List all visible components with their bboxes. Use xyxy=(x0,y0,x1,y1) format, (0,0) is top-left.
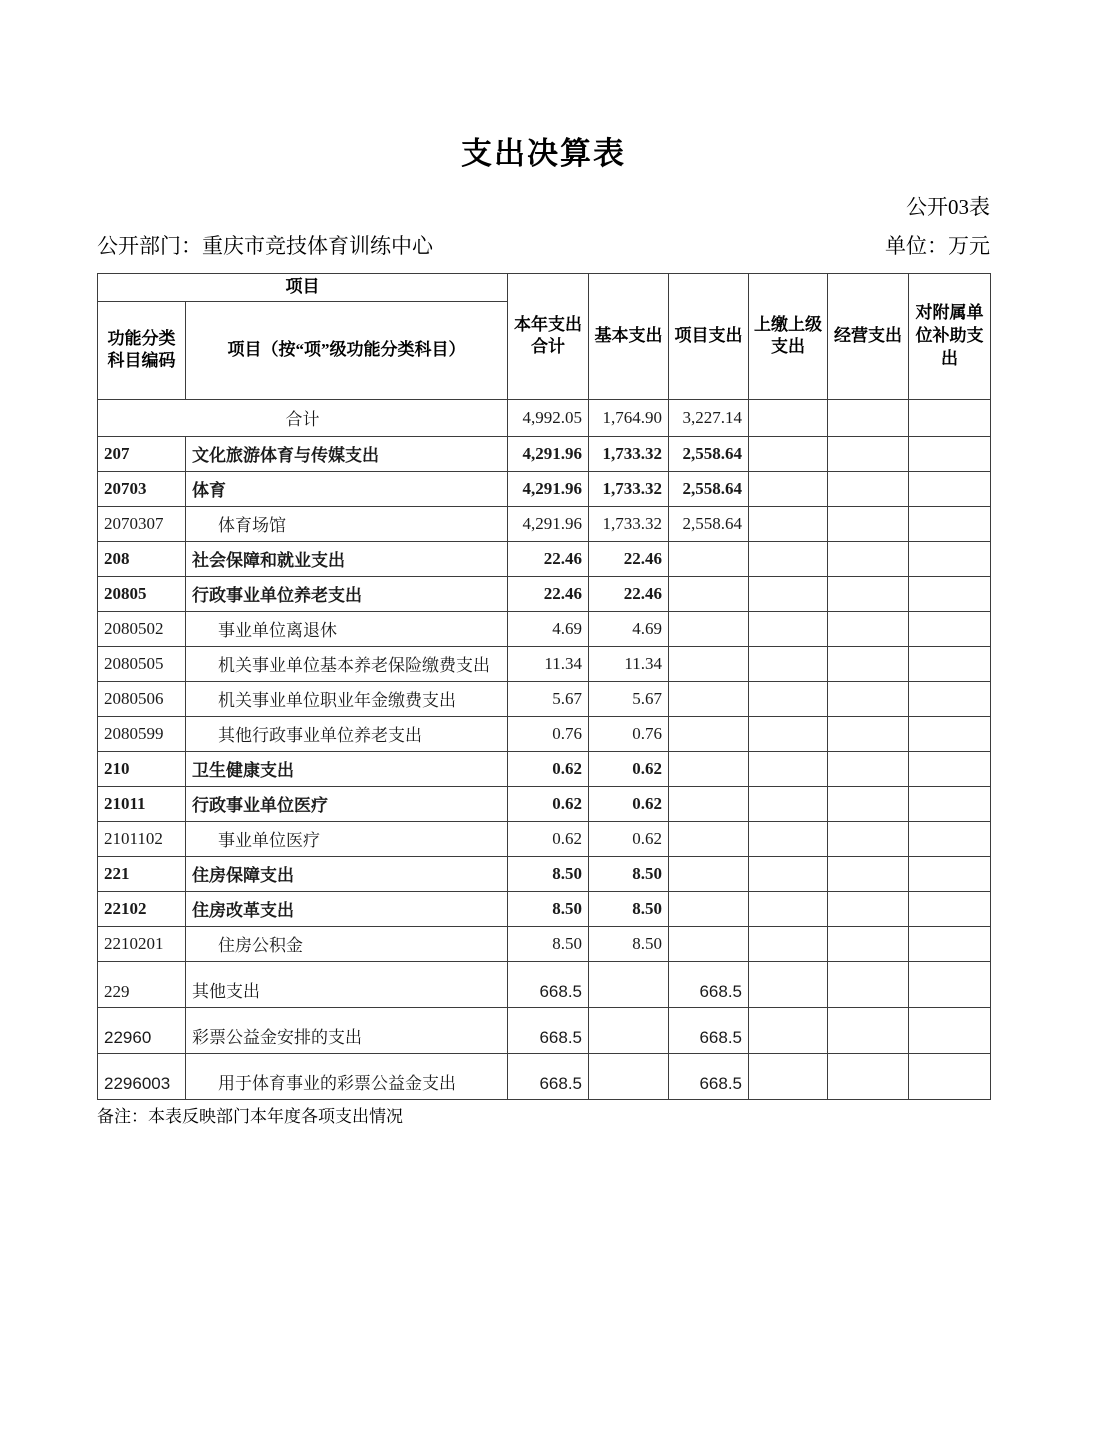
table-row xyxy=(98,821,991,856)
basic-cell: 0.76 xyxy=(589,716,669,751)
subsidy-cell xyxy=(909,436,991,471)
project-cell: 2,558.64 xyxy=(669,471,749,506)
project-cell: 668.5 xyxy=(669,961,749,1007)
subsidy-cell xyxy=(909,506,991,541)
name-cell: 事业单位医疗 xyxy=(186,821,508,856)
unit-label: 单位：万元 xyxy=(885,234,990,258)
operating-cell xyxy=(828,436,909,471)
total-cell: 668.5 xyxy=(508,1053,589,1099)
header-name-column: 项目（按“项”级功能分类科目） xyxy=(186,301,508,399)
table-row xyxy=(98,856,991,891)
document-content xyxy=(97,0,990,1127)
project-cell: 2,558.64 xyxy=(669,506,749,541)
total-cell: 8.50 xyxy=(508,891,589,926)
basic-cell: 8.50 xyxy=(589,926,669,961)
table-row xyxy=(98,576,991,611)
project-cell xyxy=(669,576,749,611)
total-cell: 4,291.96 xyxy=(508,436,589,471)
total-cell: 0.62 xyxy=(508,786,589,821)
upper-cell xyxy=(749,646,828,681)
name-cell: 社会保障和就业支出 xyxy=(186,541,508,576)
table-row xyxy=(98,751,991,786)
upper-cell xyxy=(749,611,828,646)
code-cell: 221 xyxy=(98,856,186,891)
upper-cell xyxy=(749,1053,828,1099)
operating-cell xyxy=(828,926,909,961)
total-cell: 668.5 xyxy=(508,1007,589,1053)
operating-cell xyxy=(828,1053,909,1099)
upper-cell xyxy=(749,786,828,821)
total-cell: 4,291.96 xyxy=(508,471,589,506)
subsidy-cell xyxy=(909,821,991,856)
subsidy-cell xyxy=(909,891,991,926)
table-row xyxy=(98,1007,991,1053)
total-cell: 668.5 xyxy=(508,961,589,1007)
basic-cell: 1,733.32 xyxy=(589,471,669,506)
basic-cell xyxy=(589,961,669,1007)
code-cell: 2080505 xyxy=(98,646,186,681)
table-row xyxy=(98,961,991,1007)
table-row xyxy=(98,681,991,716)
table-row xyxy=(98,541,991,576)
total-cell: 4.69 xyxy=(508,611,589,646)
name-cell: 机关事业单位职业年金缴费支出 xyxy=(186,681,508,716)
operating-cell xyxy=(828,471,909,506)
subsidy-cell xyxy=(909,786,991,821)
basic-cell: 5.67 xyxy=(589,681,669,716)
code-cell: 20805 xyxy=(98,576,186,611)
project-cell xyxy=(669,611,749,646)
operating-cell xyxy=(828,611,909,646)
total-cell: 4,992.05 xyxy=(508,399,589,436)
subsidy-cell xyxy=(909,611,991,646)
code-cell: 208 xyxy=(98,541,186,576)
subsidy-cell xyxy=(909,541,991,576)
code-cell: 207 xyxy=(98,436,186,471)
basic-cell: 8.50 xyxy=(589,891,669,926)
code-cell: 2296003 xyxy=(98,1053,186,1099)
subsidy-cell xyxy=(909,399,991,436)
basic-cell: 0.62 xyxy=(589,786,669,821)
code-cell: 210 xyxy=(98,751,186,786)
subsidy-cell xyxy=(909,856,991,891)
basic-cell: 1,733.32 xyxy=(589,506,669,541)
total-cell: 0.62 xyxy=(508,821,589,856)
table-row xyxy=(98,646,991,681)
name-cell: 彩票公益金安排的支出 xyxy=(186,1007,508,1053)
project-cell xyxy=(669,541,749,576)
operating-cell xyxy=(828,856,909,891)
department-label: 公开部门：重庆市竞技体育训练中心 xyxy=(97,234,433,258)
operating-cell xyxy=(828,646,909,681)
header-operating-column: 经营支出 xyxy=(828,274,909,400)
basic-cell: 8.50 xyxy=(589,856,669,891)
upper-cell xyxy=(749,541,828,576)
basic-cell: 1,733.32 xyxy=(589,436,669,471)
total-cell: 8.50 xyxy=(508,926,589,961)
basic-cell: 22.46 xyxy=(589,541,669,576)
name-cell: 卫生健康支出 xyxy=(186,751,508,786)
name-cell: 文化旅游体育与传媒支出 xyxy=(186,436,508,471)
upper-cell xyxy=(749,681,828,716)
basic-cell: 0.62 xyxy=(589,751,669,786)
table-row xyxy=(98,1053,991,1099)
expenditure-table xyxy=(97,273,991,1100)
upper-cell xyxy=(749,576,828,611)
project-cell xyxy=(669,926,749,961)
table-row xyxy=(98,399,991,436)
code-cell: 22102 xyxy=(98,891,186,926)
subsidy-cell xyxy=(909,646,991,681)
name-cell: 其他行政事业单位养老支出 xyxy=(186,716,508,751)
basic-cell xyxy=(589,1007,669,1053)
operating-cell xyxy=(828,751,909,786)
code-cell: 2080502 xyxy=(98,611,186,646)
project-cell xyxy=(669,891,749,926)
subsidy-cell xyxy=(909,751,991,786)
header-project-column: 项目支出 xyxy=(669,274,749,400)
basic-cell: 4.69 xyxy=(589,611,669,646)
upper-cell xyxy=(749,856,828,891)
header-project-group: 项目 xyxy=(98,274,508,302)
operating-cell xyxy=(828,541,909,576)
project-cell: 2,558.64 xyxy=(669,436,749,471)
project-cell xyxy=(669,856,749,891)
name-cell: 住房保障支出 xyxy=(186,856,508,891)
header-code-column: 功能分类科目编码 xyxy=(98,301,186,399)
operating-cell xyxy=(828,716,909,751)
name-cell: 用于体育事业的彩票公益金支出 xyxy=(186,1053,508,1099)
upper-cell xyxy=(749,821,828,856)
subsidy-cell xyxy=(909,926,991,961)
upper-cell xyxy=(749,926,828,961)
name-cell: 住房改革支出 xyxy=(186,891,508,926)
upper-cell xyxy=(749,1007,828,1053)
code-cell: 229 xyxy=(98,961,186,1007)
page-title: 支出决算表 xyxy=(461,136,626,171)
header-basic-column: 基本支出 xyxy=(589,274,669,400)
total-cell: 5.67 xyxy=(508,681,589,716)
table-row xyxy=(98,471,991,506)
upper-cell xyxy=(749,436,828,471)
upper-cell xyxy=(749,751,828,786)
name-cell: 体育 xyxy=(186,471,508,506)
name-cell: 住房公积金 xyxy=(186,926,508,961)
operating-cell xyxy=(828,576,909,611)
operating-cell xyxy=(828,681,909,716)
table-header xyxy=(98,274,991,400)
subsidy-cell xyxy=(909,471,991,506)
table-row xyxy=(98,786,991,821)
table-code-label: 公开03表 xyxy=(906,195,990,219)
project-cell xyxy=(669,646,749,681)
total-cell: 11.34 xyxy=(508,646,589,681)
project-cell: 668.5 xyxy=(669,1007,749,1053)
header-row-group xyxy=(98,274,991,302)
subsidy-cell xyxy=(909,1007,991,1053)
upper-cell xyxy=(749,471,828,506)
operating-cell xyxy=(828,821,909,856)
upper-cell xyxy=(749,716,828,751)
name-cell: 体育场馆 xyxy=(186,506,508,541)
project-cell xyxy=(669,681,749,716)
total-cell: 4,291.96 xyxy=(508,506,589,541)
upper-cell xyxy=(749,961,828,1007)
project-cell xyxy=(669,786,749,821)
table-row xyxy=(98,926,991,961)
table-row xyxy=(98,611,991,646)
total-cell: 0.76 xyxy=(508,716,589,751)
table-row xyxy=(98,436,991,471)
project-cell xyxy=(669,716,749,751)
project-cell: 668.5 xyxy=(669,1053,749,1099)
row-label-cell: 合计 xyxy=(98,399,508,436)
name-cell: 机关事业单位基本养老保险缴费支出 xyxy=(186,646,508,681)
basic-cell: 1,764.90 xyxy=(589,399,669,436)
basic-cell xyxy=(589,1053,669,1099)
operating-cell xyxy=(828,399,909,436)
basic-cell: 22.46 xyxy=(589,576,669,611)
basic-cell: 0.62 xyxy=(589,821,669,856)
total-cell: 8.50 xyxy=(508,856,589,891)
code-cell: 20703 xyxy=(98,471,186,506)
header-total-column: 本年支出合计 xyxy=(508,274,589,400)
subsidy-cell xyxy=(909,961,991,1007)
code-cell: 2070307 xyxy=(98,506,186,541)
project-cell xyxy=(669,821,749,856)
name-cell: 其他支出 xyxy=(186,961,508,1007)
code-cell: 2210201 xyxy=(98,926,186,961)
code-cell: 2080599 xyxy=(98,716,186,751)
table-row xyxy=(98,506,991,541)
subsidy-cell xyxy=(909,716,991,751)
operating-cell xyxy=(828,1007,909,1053)
basic-cell: 11.34 xyxy=(589,646,669,681)
name-cell: 行政事业单位医疗 xyxy=(186,786,508,821)
code-cell: 21011 xyxy=(98,786,186,821)
table-row xyxy=(98,716,991,751)
subsidy-cell xyxy=(909,681,991,716)
upper-cell xyxy=(749,891,828,926)
operating-cell xyxy=(828,891,909,926)
operating-cell xyxy=(828,961,909,1007)
operating-cell xyxy=(828,786,909,821)
upper-cell xyxy=(749,399,828,436)
operating-cell xyxy=(828,506,909,541)
name-cell: 行政事业单位养老支出 xyxy=(186,576,508,611)
subsidy-cell xyxy=(909,1053,991,1099)
project-cell: 3,227.14 xyxy=(669,399,749,436)
total-cell: 22.46 xyxy=(508,576,589,611)
total-cell: 0.62 xyxy=(508,751,589,786)
project-cell xyxy=(669,751,749,786)
total-cell: 22.46 xyxy=(508,541,589,576)
upper-cell xyxy=(749,506,828,541)
meta-row xyxy=(97,230,990,260)
header-upper-column: 上缴上级支出 xyxy=(749,274,828,400)
table-row xyxy=(98,891,991,926)
code-cell: 2101102 xyxy=(98,821,186,856)
header-subsidy-column: 对附属单位补助支出 xyxy=(909,274,991,400)
code-cell: 22960 xyxy=(98,1007,186,1053)
note: 备注：本表反映部门本年度各项支出情况 xyxy=(97,1106,403,1126)
table-body xyxy=(98,399,991,1099)
name-cell: 事业单位离退休 xyxy=(186,611,508,646)
subsidy-cell xyxy=(909,576,991,611)
code-cell: 2080506 xyxy=(98,681,186,716)
